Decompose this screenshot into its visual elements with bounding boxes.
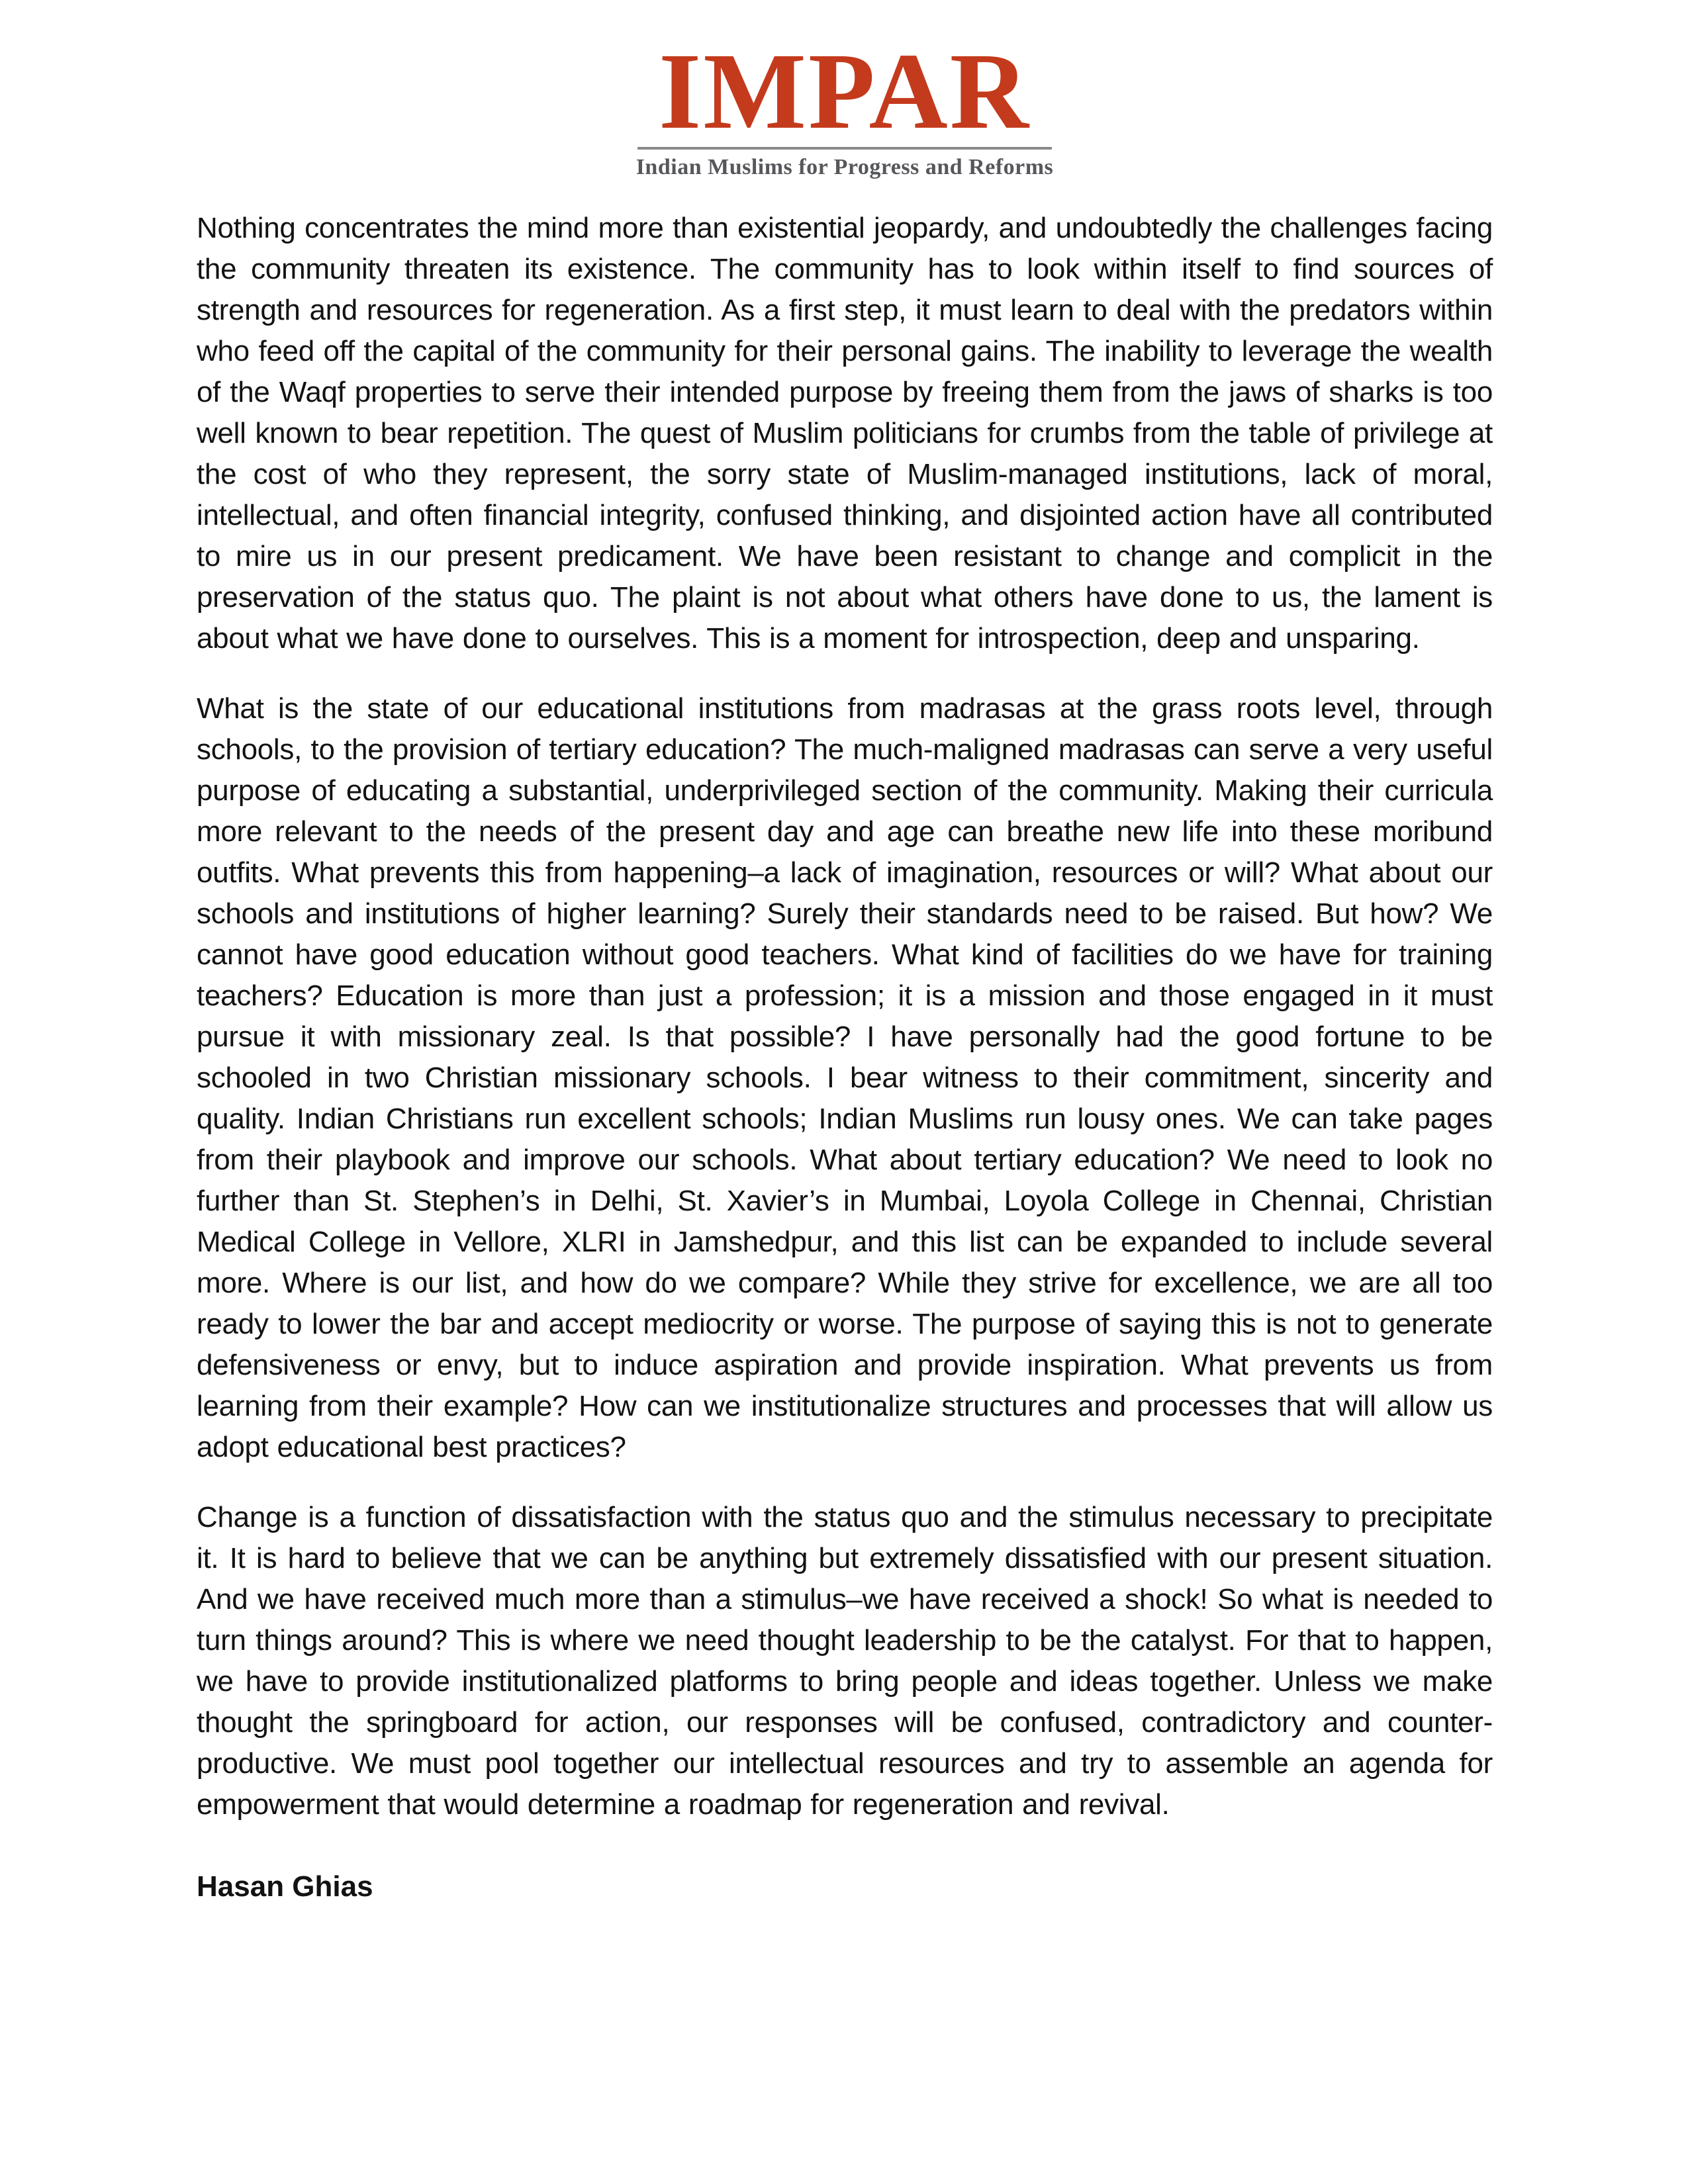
paragraph-1: Nothing concentrates the mind more than existential jeopardy, and undoubtedly the challenges facing the community threaten its existence. The community has to look within itself to find sources of strength and resources for regeneration. As a first step, it must learn to deal with the predators within who feed off the capital of the community for their personal gains. The inability to leverage the wealth of the Waqf properties to serve their intended purpose by freeing them from the jaws of sharks is too well known to bear repetition. The quest of Muslim politicians for crumbs from the table of privilege at the cost of who they represent, the sorry state of Muslim-managed institutions, lack of moral, intellectual, and often financial integrity, confused thinking, and disjointed action have all contributed to mire us in our present predicament. We have been resistant to change and complicit in the preservation of the status quo. The plaint is not about what others have done to us, the lament is about what we have done to ourselves. This is a moment for introspection, deep and unsparing. — [197, 212, 1493, 655]
letter-body — [197, 208, 1493, 1907]
signature-name: Hasan Ghias — [197, 1870, 373, 1903]
impar-logo — [635, 30, 1054, 180]
paragraph-3: Change is a function of dissatisfaction with the status quo and the stimulus necessary to precipitate it. It is hard to believe that we can be anything but extremely dissatisfied with our present situation. And we have received much more than a stimulus–we have received a shock! So what is needed to turn things around? This is where we need thought leadership to be the catalyst. For that to happen, we have to provide institutionalized platforms to bring people and ideas together. Unless we make thought the springboard for action, our responses will be confused, contradictory and counter-productive. We must pool together our intellectual resources and try to assemble an agenda for empowerment that would determine a roadmap for regeneration and revival. — [197, 1501, 1493, 1821]
paragraph-2: What is the state of our educational institutions from madrasas at the grass roots level, through schools, to the provision of tertiary education? The much-maligned madrasas can serve a very useful purpose of educating a substantial, underprivileged section of the community. Making their curricula more relevant to the needs of the present day and age can breathe new life into these moribund outfits. What prevents this from happening–a lack of imagination, resources or will? What about our schools and institutions of higher learning? Surely their standards need to be raised. But how? We cannot have good education without good teachers. What kind of facilities do we have for training teachers? Education is more than just a profession; it is a mission and those engaged in it must pursue it with missionary zeal. Is that possible? I have personally had the good fortune to be schooled in two Christian missionary schools. I bear witness to their commitment, sincerity and quality. Indian Christians run excellent schools; Indian Muslims run lousy ones. We can take pages from their playbook and improve our schools. What about tertiary education? We need to look no further than St. Stephen’s in Delhi, St. Xavier’s in Mumbai, Loyola College in Chennai, Christian Medical College in Vellore, XLRI in Jamshedpur, and this list can be expanded to include several more. Where is our list, and how do we compare? While they strive for excellence, we are all too ready to lower the bar and accept mediocrity or worse. The purpose of saying this is not to generate defensiveness or envy, but to induce aspiration and provide inspiration. What prevents us from learning from their example? How can we institutionalize structures and processes that will allow us adopt educational best practices? — [197, 692, 1493, 1464]
impar-logo-tagline: Indian Muslims for Progress and Reforms — [635, 155, 1054, 179]
impar-logo-acronym: IMPAR — [659, 30, 1031, 152]
logo-header — [197, 30, 1493, 180]
